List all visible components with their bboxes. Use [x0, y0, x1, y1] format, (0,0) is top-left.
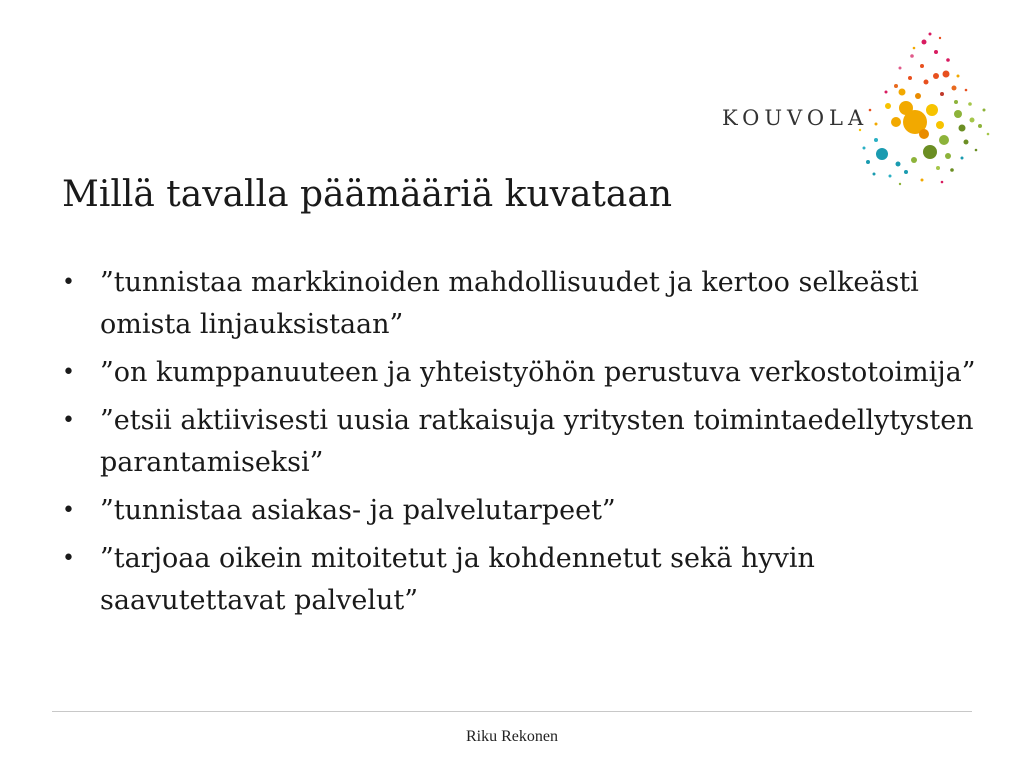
list-item — [58, 490, 988, 532]
list-item — [58, 262, 988, 346]
bullet-text: ”tunnistaa markkinoiden mahdollisuudet ja kertoo selkeästi omista linjauksistaan” — [100, 267, 919, 340]
bullet-marker: • — [62, 498, 75, 523]
bullet-marker: • — [62, 360, 75, 385]
bullet-marker: • — [62, 546, 75, 571]
kouvola-logo — [700, 30, 1000, 190]
footer-author: Riku Rekonen — [466, 728, 558, 745]
list-item — [58, 352, 988, 394]
bullet-text: ”on kumppanuuteen ja yhteistyöhön perustuva verkostotoimija” — [100, 357, 976, 388]
list-item — [58, 400, 988, 484]
footer-divider — [52, 711, 972, 712]
bullet-marker: • — [62, 270, 75, 295]
kouvola-wordmark: KOUVOLA — [722, 106, 869, 130]
bullet-list — [58, 262, 988, 628]
bullet-text: ”tunnistaa asiakas- ja palvelutarpeet” — [100, 495, 616, 526]
slide-title: Millä tavalla päämääriä kuvataan — [62, 174, 673, 215]
bullet-text: ”tarjoaa oikein mitoitetut ja kohdennetut sekä hyvin saavutettavat palvelut” — [100, 543, 815, 616]
bullet-marker: • — [62, 408, 75, 433]
bullet-text: ”etsii aktiivisesti uusia ratkaisuja yritysten toimintaedellytysten parantamiseksi” — [100, 405, 974, 478]
list-item — [58, 538, 988, 622]
